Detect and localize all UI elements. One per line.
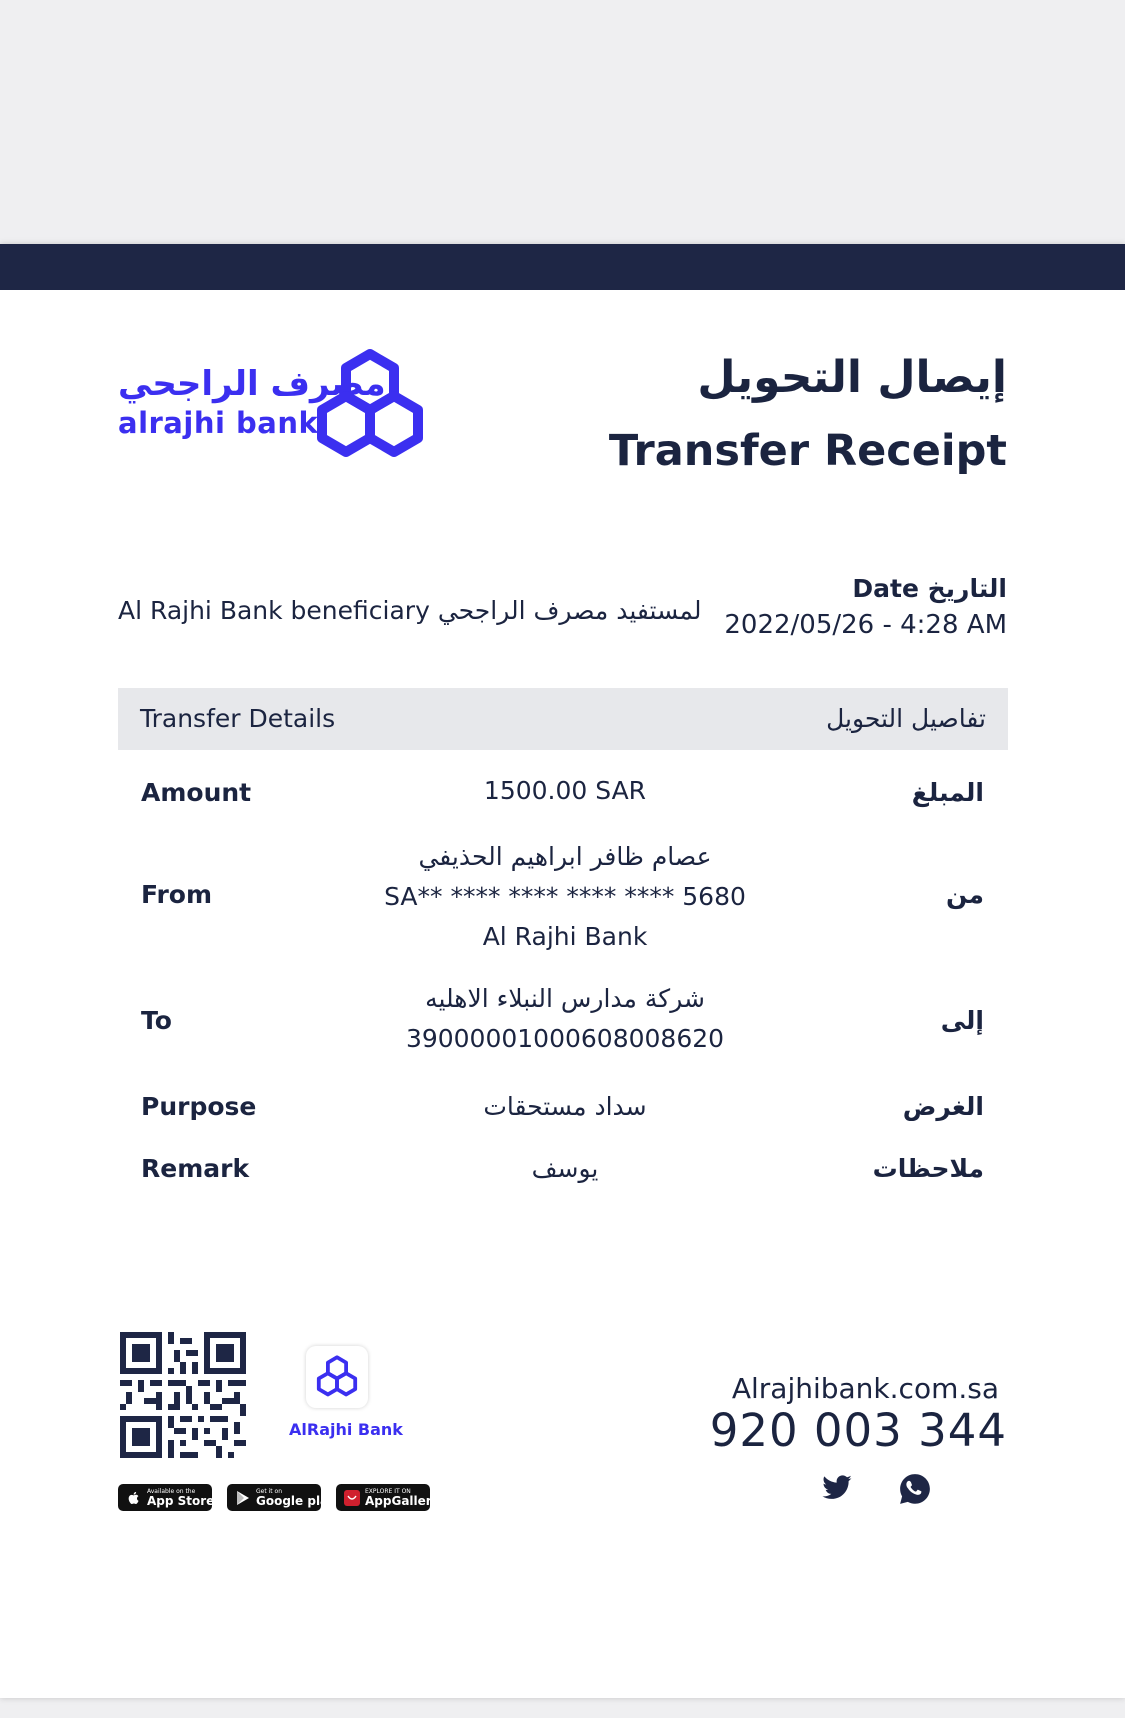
phone-number[interactable]: 920 003 344 bbox=[709, 1404, 1007, 1457]
brand-name-arabic: مصرف الراجحي bbox=[118, 364, 386, 404]
app-store-small-text: Available on the bbox=[147, 1487, 196, 1495]
date-label: Date التاريخ bbox=[852, 574, 1007, 603]
google-play-badge[interactable] bbox=[227, 1484, 336, 1511]
title-arabic: إيصال التحويل bbox=[697, 352, 1007, 403]
app-gallery-small-text: EXPLORE IT ON bbox=[365, 1487, 411, 1495]
app-icon-box[interactable] bbox=[306, 1346, 368, 1408]
amount-label: Amount bbox=[141, 778, 252, 807]
amount-value: 1500.00 SAR bbox=[483, 776, 647, 805]
app-gallery-text: AppGallery bbox=[365, 1493, 440, 1508]
app-gallery-badge[interactable] bbox=[336, 1484, 440, 1511]
details-header-english: Transfer Details bbox=[140, 704, 336, 733]
date-value: 2022/05/26 - 4:28 AM bbox=[724, 610, 1007, 640]
to-account: 39000001000608008620 bbox=[405, 1024, 725, 1053]
from-bank: Al Rajhi Bank bbox=[482, 922, 648, 951]
google-play-text: Google play bbox=[256, 1493, 336, 1508]
details-header-arabic: تفاصيل التحويل bbox=[826, 704, 986, 733]
alrajhi-logo-icon bbox=[312, 348, 428, 464]
app-store-badge[interactable] bbox=[118, 1484, 215, 1511]
twitter-icon[interactable] bbox=[820, 1472, 854, 1504]
google-play-small-text: Get it on bbox=[256, 1487, 283, 1495]
remark-label-arabic: ملاحظات bbox=[872, 1154, 984, 1183]
title-english: Transfer Receipt bbox=[608, 426, 1007, 476]
to-name: شركة مدارس النبلاء الاهليه bbox=[425, 984, 705, 1013]
from-name: عصام ظافر ابراهيم الحذيفي bbox=[418, 842, 712, 871]
app-name-label: AlRajhi Bank bbox=[289, 1420, 403, 1439]
amount-label-arabic: المبلغ bbox=[911, 778, 984, 807]
qr-code-icon[interactable] bbox=[120, 1332, 246, 1458]
remark-label: Remark bbox=[141, 1154, 250, 1183]
google-play-icon bbox=[235, 1490, 251, 1506]
apple-icon bbox=[126, 1490, 142, 1506]
alrajhi-app-icon bbox=[315, 1355, 359, 1399]
from-label-arabic: من bbox=[946, 880, 984, 909]
from-label: From bbox=[141, 880, 213, 909]
purpose-label: Purpose bbox=[141, 1092, 257, 1121]
whatsapp-icon[interactable] bbox=[898, 1472, 932, 1506]
website-link[interactable]: Alrajhibank.com.sa bbox=[731, 1372, 999, 1405]
brand-name-english: alrajhi bank bbox=[118, 406, 319, 440]
huawei-icon bbox=[344, 1490, 360, 1506]
remark-value: يوسف bbox=[531, 1154, 599, 1183]
transfer-details-header bbox=[118, 688, 1008, 750]
to-label: To bbox=[141, 1006, 172, 1035]
app-store-text: App Store bbox=[147, 1493, 215, 1508]
top-bar bbox=[0, 244, 1125, 290]
purpose-value: سداد مستحقات bbox=[483, 1092, 647, 1121]
purpose-label-arabic: الغرض bbox=[902, 1092, 984, 1121]
from-account: SA** **** **** **** **** 5680 bbox=[384, 882, 746, 911]
transfer-receipt bbox=[0, 244, 1125, 1698]
beneficiary-type: Al Rajhi Bank beneficiary لمستفيد مصرف الراجحي bbox=[118, 596, 702, 625]
to-label-arabic: إلى bbox=[940, 1006, 984, 1035]
